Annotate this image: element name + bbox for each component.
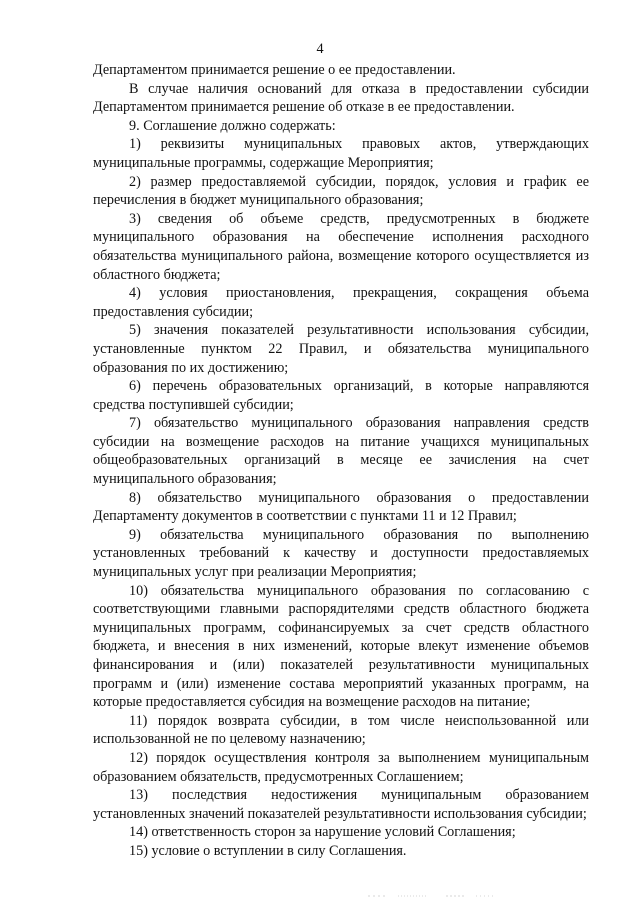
scan-artifact-mark <box>368 893 498 899</box>
paragraph-refusal: В случае наличия оснований для отказа в предоставлении субсидии Департаментом принимается решение об отказе в ее предоставлении. <box>93 80 589 116</box>
list-item-14: 14) ответственность сторон за нарушение условий Соглашения; <box>129 824 516 841</box>
list-item-5: 5) значения показателей результативности использования субсидии, установленные пунктом 22 Правил, и обязательства муниципального образования по их достижению; <box>93 322 589 376</box>
list-item-9: 9) обязательства муниципального образования по выполнению установленных требований к качеству и доступности предоставляемых муниципальных услуг при реализации Мероприятия; <box>93 526 589 581</box>
paragraph-continuation: Департаментом принимается решение о ее предоставлении. <box>93 62 456 78</box>
list-item-4: 4) условия приостановления, прекращения, сокращения объема предоставления субсидии; <box>93 285 589 320</box>
paragraph-agreement-contents: 9. Соглашение должно содержать: <box>129 117 336 134</box>
list-item-2: 2) размер предоставляемой субсидии, порядок, условия и график ее перечисления в бюджет муниципального образования; <box>93 173 589 209</box>
list-item-12: 12) порядок осуществления контроля за выполнением муниципальным образованием обязательств, предусмотренных Соглашением; <box>93 749 589 785</box>
list-item-1: 1) реквизиты муниципальных правовых актов, утверждающих муниципальные программы, содержащие Мероприятия; <box>93 136 589 171</box>
list-item-6: 6) перечень образовательных организаций, в которые направляются средства поступившей субсидии; <box>93 378 589 413</box>
document-body <box>93 61 589 861</box>
list-item-15: 15) условие о вступлении в силу Соглашения. <box>129 842 407 859</box>
list-item-10: 10) обязательства муниципального образования по согласованию с соответствующими главными распорядителями средств областного бюджета муниципальных программ, софинансируемых за счет средств областного бюджета, и внесения в них изменений, которые влекут изменение объемов финансирования и (или) показателей результативности муниципальных программ и (или) изменение состава мероприятий указанных программ, на которые предоставляется субсидия на возмещение расходов на питание; <box>93 582 589 711</box>
list-item-13: 13) последствия недостижения муниципальным образованием установленных значений показателей результативности использования субсидии; <box>93 787 589 822</box>
page-number: 4 <box>316 41 324 57</box>
list-item-3: 3) сведения об объеме средств, предусмотренных в бюджете муниципального образования на обеспечение исполнения расходного обязательства муниципального района, возмещение которого осуществляется из областного бюджета; <box>93 210 589 283</box>
list-item-7: 7) обязательство муниципального образования направления средств субсидии на возмещение расходов на питание учащихся муниципальных общеобразовательных организаций в месяце ее зачисления на счет муниципального образования; <box>93 415 589 488</box>
list-item-11: 11) порядок возврата субсидии, в том числе неиспользованной или использованной не по целевому назначению; <box>93 712 589 748</box>
list-item-8: 8) обязательство муниципального образования о предоставлении Департаменту документов в соответствии с пунктами 11 и 12 Правил; <box>93 489 589 525</box>
